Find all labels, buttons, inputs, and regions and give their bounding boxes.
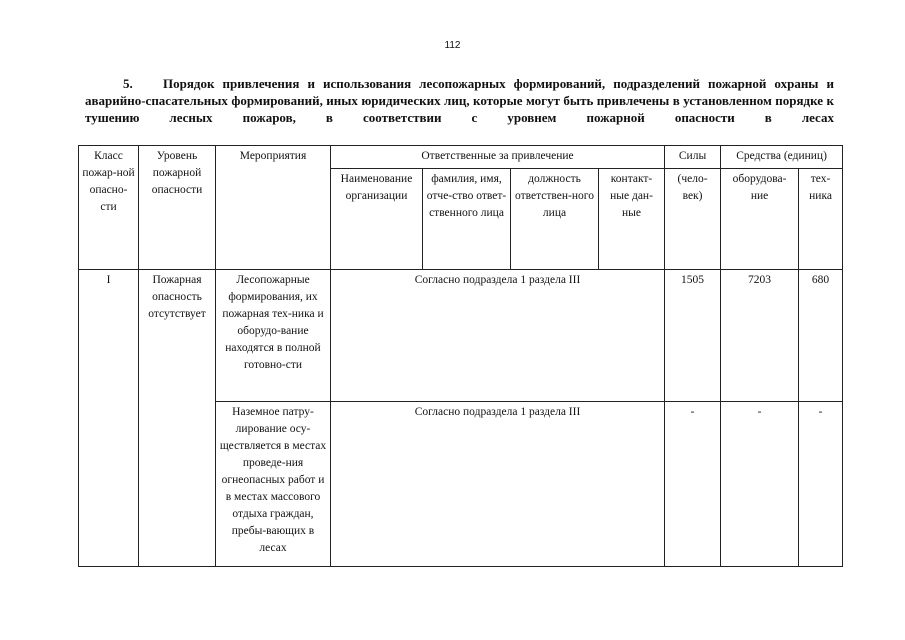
header-contacts: контакт-ные дан-ные bbox=[599, 169, 665, 270]
page-number: 112 bbox=[444, 40, 461, 51]
cell-measure: Наземное патру-лирование осу-ществляется в местах проведе-ния огнеопасных работ и в местах массового отдыха граждан, пребы-вающих в лесах bbox=[216, 402, 331, 567]
header-responsible: Ответственные за привлечение bbox=[331, 146, 665, 169]
cell-hazard-level: Пожарная опасность отсутствует bbox=[139, 270, 216, 567]
header-machinery: тех-ника bbox=[799, 169, 843, 270]
cell-responsible: Согласно подраздела 1 раздела III bbox=[331, 270, 665, 402]
cell-hazard-class: I bbox=[79, 270, 139, 567]
section-number: 5. bbox=[123, 76, 133, 91]
section-heading bbox=[85, 75, 834, 126]
section-title: Порядок привлечения и использования лесопожарных формирований, подразделений пожарной охраны и аварийно-спасательных формирований, иных юридических лиц, которые могут быть привлечены в установленном порядке к тушению лесных пожаров, в соответствии с уровнем пожарной опасности в лесах bbox=[85, 76, 834, 125]
cell-machinery: - bbox=[799, 402, 843, 567]
fire-formations-table bbox=[78, 145, 843, 567]
header-row-1 bbox=[79, 146, 843, 169]
cell-equipment: 7203 bbox=[721, 270, 799, 402]
cell-equipment: - bbox=[721, 402, 799, 567]
header-position: должность ответствен-ного лица bbox=[511, 169, 599, 270]
cell-machinery: 680 bbox=[799, 270, 843, 402]
cell-forces: 1505 bbox=[665, 270, 721, 402]
header-means: Средства (единиц) bbox=[721, 146, 843, 169]
header-person-name: фамилия, имя, отче-ство ответ-ственного лица bbox=[423, 169, 511, 270]
header-equipment: оборудова-ние bbox=[721, 169, 799, 270]
cell-responsible: Согласно подраздела 1 раздела III bbox=[331, 402, 665, 567]
cell-forces: - bbox=[665, 402, 721, 567]
header-hazard-level: Уровень пожарной опасности bbox=[139, 146, 216, 270]
table-row bbox=[79, 270, 843, 402]
header-measures: Мероприятия bbox=[216, 146, 331, 270]
header-forces-unit: (чело-век) bbox=[665, 169, 721, 270]
header-org-name: Наименование организации bbox=[331, 169, 423, 270]
header-forces: Силы bbox=[665, 146, 721, 169]
header-hazard-class: Класс пожар-ной опасно-сти bbox=[79, 146, 139, 270]
cell-measure: Лесопожарные формирования, их пожарная тех-ника и оборудо-вание находятся в полной готовно-сти bbox=[216, 270, 331, 402]
